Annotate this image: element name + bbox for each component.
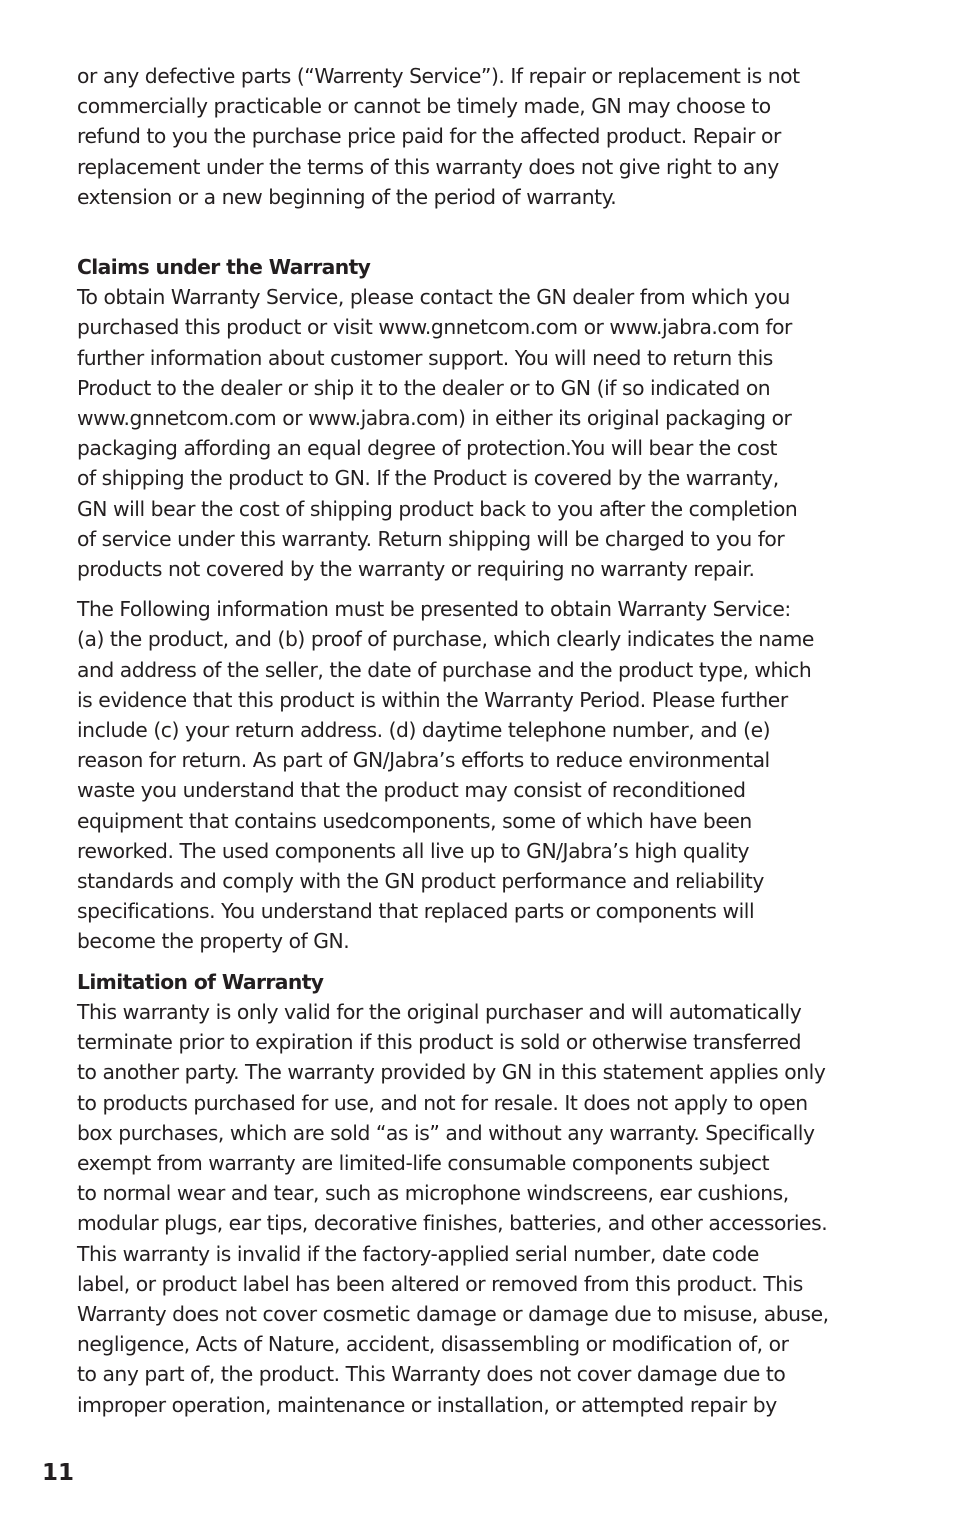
page-number: 11	[42, 1460, 75, 1486]
text-line: Warranty does not cover cosmetic damage or damage due to misuse, abuse,	[77, 1301, 829, 1326]
text-line: is evidence that this product is within the Warranty Period. Please further	[77, 687, 788, 712]
text-line: include (c) your return address. (d) daytime telephone number, and (e)	[77, 718, 771, 743]
text-line: replacement under the terms of this warranty does not give right to any	[77, 154, 779, 179]
text-line: of service under this warranty. Return shipping will be charged to you for	[77, 526, 785, 551]
text-line: To obtain Warranty Service, please contact the GN dealer from which you	[77, 285, 790, 310]
text-line: products not covered by the warranty or requiring no warranty repair.	[77, 557, 755, 582]
text-line: www.gnnetcom.com or www.jabra.com) in either its original packaging or	[77, 406, 792, 431]
text-line: improper operation, maintenance or installation, or attempted repair by	[77, 1392, 777, 1417]
claims-paragraph-1	[77, 282, 877, 584]
text-line: become the property of GN.	[77, 929, 350, 954]
paragraph-spacer	[77, 957, 877, 967]
text-line: terminate prior to expiration if this product is sold or otherwise transferred	[77, 1030, 802, 1055]
text-line: reason for return. As part of GN/Jabra’s efforts to reduce environmental	[77, 748, 770, 773]
text-line: or any defective parts (“Warrenty Service”). If repair or replacement is not	[77, 64, 800, 88]
text-line: (a) the product, and (b) proof of purchase, which clearly indicates the name	[77, 627, 814, 652]
text-line: This warranty is invalid if the factory-applied serial number, date code	[77, 1241, 759, 1266]
text-line: further information about customer support. You will need to return this	[77, 345, 773, 370]
claims-heading: Claims under the Warranty	[77, 255, 371, 280]
limitation-heading: Limitation of Warranty	[77, 969, 324, 994]
document-page	[77, 61, 877, 1420]
text-line: negligence, Acts of Nature, accident, disassembling or modification of, or	[77, 1332, 789, 1357]
claims-paragraph-2	[77, 594, 877, 956]
text-line: modular plugs, ear tips, decorative finishes, batteries, and other accessories.	[77, 1211, 828, 1236]
text-line: Product to the dealer or ship it to the dealer or to GN (if so indicated on	[77, 375, 771, 400]
text-line: box purchases, which are sold “as is” and without any warranty. Specifically	[77, 1120, 815, 1145]
section-spacer	[77, 212, 877, 252]
text-line: packaging affording an equal degree of protection.You will bear the cost	[77, 436, 778, 461]
text-line: to products purchased for use, and not for resale. It does not apply to open	[77, 1090, 808, 1115]
text-line: of shipping the product to GN. If the Product is covered by the warranty,	[77, 466, 779, 491]
text-line: commercially practicable or cannot be timely made, GN may choose to	[77, 94, 771, 119]
text-line: refund to you the purchase price paid for the affected product. Repair or	[77, 124, 781, 149]
paragraph-spacer	[77, 584, 877, 594]
text-line: waste you understand that the product may consist of reconditioned	[77, 778, 746, 803]
text-line: purchased this product or visit www.gnnetcom.com or www.jabra.com for	[77, 315, 792, 340]
text-line: label, or product label has been altered or removed from this product. This	[77, 1271, 803, 1296]
text-line: reworked. The used components all live up to GN/Jabra’s high quality	[77, 838, 750, 863]
text-line: to another party. The warranty provided by GN in this statement applies only	[77, 1060, 826, 1085]
text-line: and address of the seller, the date of purchase and the product type, which	[77, 657, 812, 682]
text-line: exempt from warranty are limited-life consumable components subject	[77, 1150, 770, 1175]
text-line: This warranty is only valid for the original purchaser and will automatically	[77, 999, 802, 1024]
text-line: standards and comply with the GN product performance and reliability	[77, 869, 764, 894]
text-line: extension or a new beginning of the period of warranty.	[77, 184, 617, 209]
text-line: GN will bear the cost of shipping product back to you after the completion	[77, 496, 798, 521]
text-line: equipment that contains usedcomponents, some of which have been	[77, 808, 752, 833]
text-line: specifications. You understand that replaced parts or components will	[77, 899, 755, 924]
text-line: to any part of, the product. This Warranty does not cover damage due to	[77, 1362, 786, 1387]
text-line: to normal wear and tear, such as microphone windscreens, ear cushions,	[77, 1181, 789, 1206]
text-line: The Following information must be presented to obtain Warranty Service:	[77, 597, 791, 622]
limitation-paragraph	[77, 997, 877, 1420]
intro-paragraph	[77, 61, 877, 212]
